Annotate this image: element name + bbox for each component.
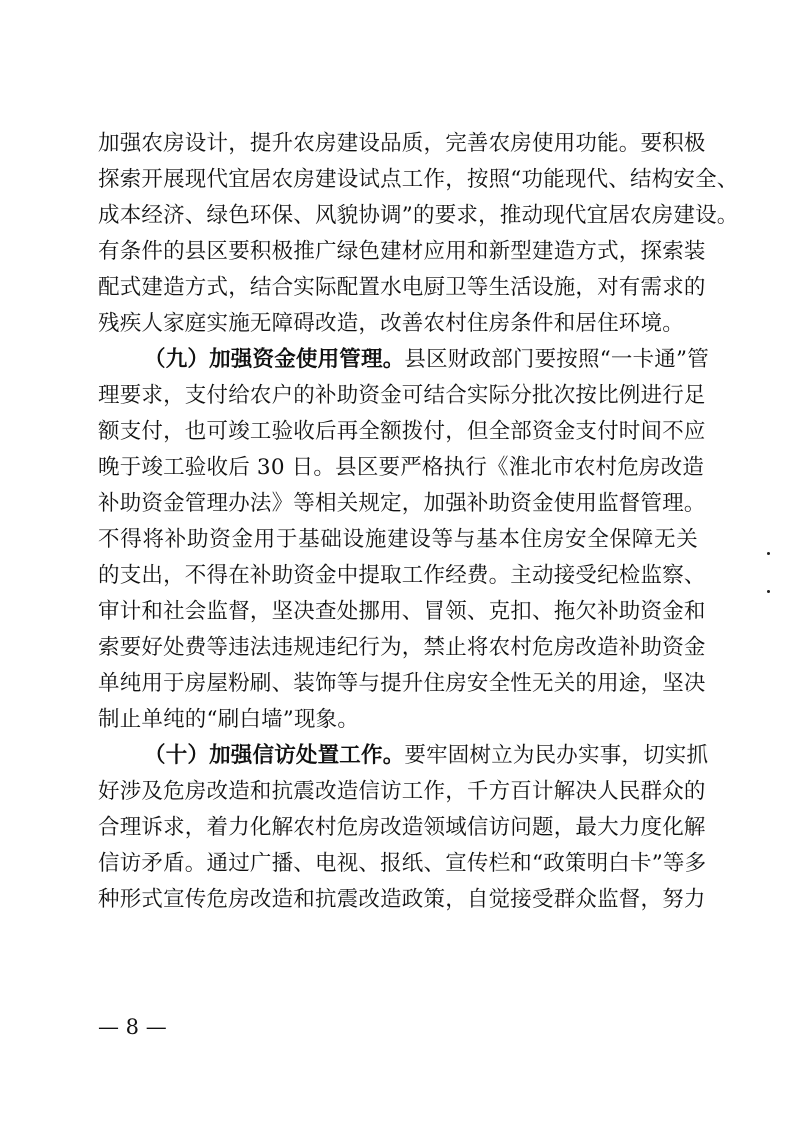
text-line: 单纯用于房屋粉刷、装饰等与提升住房安全性无关的用途，坚决 [98, 671, 706, 696]
text-line: 加强农房设计，提升农房建设品质，完善农房使用功能。要积极 [98, 131, 706, 156]
text-line: 索要好处费等违法违规违纪行为，禁止将农村危房改造补助资金 [98, 635, 706, 660]
text-line: 成本经济、绿色环保、风貌协调”的要求，推动现代宜居农房建设。 [98, 203, 739, 228]
text-line: 探索开展现代宜居农房建设试点工作，按照“功能现代、结构安全、 [98, 167, 739, 192]
body-text [98, 126, 739, 918]
text-line: 的支出，不得在补助资金中提取工作经费。主动接受纪检监察、 [98, 563, 706, 588]
scan-mark [767, 552, 770, 555]
text-line: 额支付，也可竣工验收后再全额拨付，但全部资金支付时间不应 [98, 419, 706, 444]
text-line: 好涉及危房改造和抗震改造信访工作，千方百计解决人民群众的 [98, 779, 706, 804]
text-line: 审计和社会监督，坚决查处挪用、冒领、克扣、拖欠补助资金和 [98, 599, 706, 624]
section-9-first-line-text: 县区财政部门要按照“一卡通”管 [404, 347, 709, 372]
scan-mark [767, 590, 770, 593]
text-line: 种形式宣传危房改造和抗震改造政策，自觉接受群众监督，努力 [98, 887, 706, 912]
text-line: 理要求，支付给农户的补助资金可结合实际分批次按比例进行足 [98, 383, 706, 408]
section-10-heading: （十）加强信访处置工作。 [144, 743, 405, 768]
text-line: 不得将补助资金用于基础设施建设等与基本住房安全保障无关 [98, 527, 698, 552]
section-10-first-line-text: 要牢固树立为民办实事，切实抓 [404, 743, 709, 768]
text-line: 合理诉求，着力化解农村危房改造领域信访问题，最大力度化解 [98, 815, 706, 840]
text-line: 制止单纯的“刷白墙”现象。 [98, 707, 360, 732]
text-line: 信访矛盾。通过广播、电视、报纸、宣传栏和“政策明白卡”等多 [98, 851, 707, 876]
text-line: 残疾人家庭实施无障碍改造，改善农村住房条件和居住环境。 [98, 311, 684, 336]
section-9-first-line [98, 342, 709, 378]
text-line: 补助资金管理办法》等相关规定，加强补助资金使用监督管理。 [98, 491, 706, 516]
section-10-first-line [98, 738, 709, 774]
text-line: 有条件的县区要积极推广绿色建材应用和新型建造方式，探索装 [98, 239, 706, 264]
text-line: 晚于竣工验收后 30 日。县区要严格执行《淮北市农村危房改造 [98, 455, 705, 480]
section-9-heading: （九）加强资金使用管理。 [144, 347, 405, 372]
page-number: — 8 — [98, 1015, 167, 1039]
text-line: 配式建造方式，结合实际配置水电厨卫等生活设施，对有需求的 [98, 275, 706, 300]
